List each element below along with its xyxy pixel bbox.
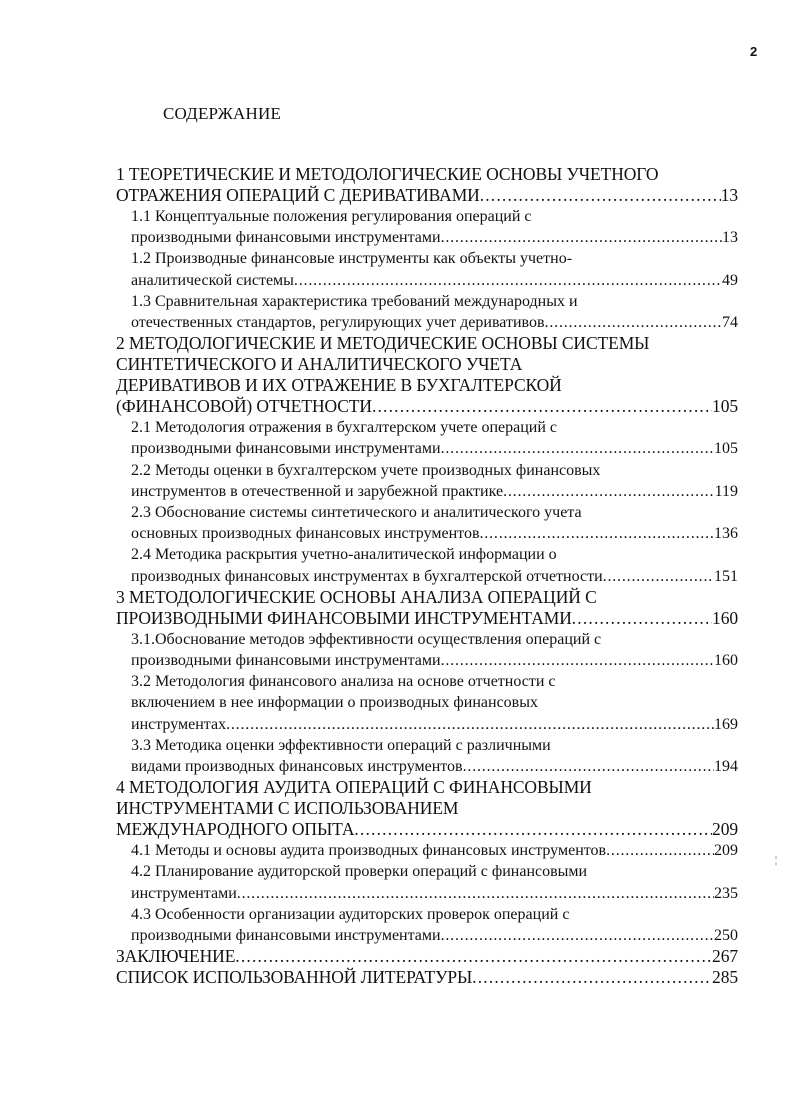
toc-entry-line: 2.2 Методы оценки в бухгалтерском учете производных финансовых — [131, 461, 601, 479]
toc-page-number: 250 — [714, 927, 738, 945]
toc-page-number: 49 — [722, 271, 738, 289]
toc-entry-line: 3.2 Методология финансового анализа на основе отчетности с — [131, 673, 556, 691]
toc-dot-leader — [354, 819, 712, 840]
toc-page-number: 136 — [714, 525, 738, 543]
toc-entry-last-line — [116, 185, 738, 206]
toc-entry-text: производных финансовых инструментах в бухгалтерской отчетности — [131, 567, 603, 585]
toc-entry-last-line — [131, 925, 738, 946]
toc-entry-last-line — [116, 608, 738, 629]
toc-entry-line: 2 МЕТОДОЛОГИЧЕСКИЕ И МЕТОДИЧЕСКИЕ ОСНОВЫ СИСТЕМЫ — [116, 333, 650, 354]
page-title: СОДЕРЖАНИЕ — [163, 104, 282, 123]
toc-dot-leader — [572, 608, 712, 629]
toc-section[interactable] — [116, 629, 738, 671]
toc-section[interactable] — [116, 735, 738, 777]
toc-section[interactable] — [116, 671, 738, 735]
toc-chapter[interactable] — [116, 946, 738, 967]
toc-page-number: 160 — [712, 607, 738, 628]
toc-entry-text: МЕЖДУНАРОДНОГО ОПЫТА — [116, 819, 355, 840]
toc-entry-text: производными финансовыми инструментами — [131, 652, 441, 670]
toc-section[interactable] — [116, 840, 738, 861]
toc-entry-text: основных производных финансовых инструментов — [131, 525, 480, 543]
toc-section[interactable] — [116, 206, 738, 248]
toc-entry-text: ЗАКЛЮЧЕНИЕ — [116, 946, 236, 967]
toc-chapter[interactable] — [116, 587, 738, 629]
page-number: 2 — [750, 44, 758, 59]
toc-entry-text: СПИСОК ИСПОЛЬЗОВАННОЙ ЛИТЕРАТУРЫ — [116, 967, 473, 988]
toc-chapter[interactable] — [116, 777, 738, 840]
toc-entry-last-line — [116, 967, 738, 988]
toc-entry-line: 4 МЕТОДОЛОГИЯ АУДИТА ОПЕРАЦИЙ С ФИНАНСОВЫМИ — [116, 777, 592, 798]
toc-entry-line: 2.4 Методика раскрытия учетно-аналитической информации о — [131, 546, 557, 564]
toc-page-number: 194 — [714, 758, 738, 776]
toc-entry-last-line — [131, 883, 738, 904]
toc-entry-last-line — [131, 523, 738, 544]
toc-entry-line: включением в нее информации о производных финансовых — [131, 694, 538, 712]
toc-entry-text: аналитической системы — [131, 271, 294, 289]
toc-entry-text: ПРОИЗВОДНЫМИ ФИНАНСОВЫМИ ИНСТРУМЕНТАМИ — [116, 607, 572, 628]
toc-entry-last-line — [116, 946, 738, 967]
toc-entry-line: 1.2 Производные финансовые инструменты как объекты учетно- — [131, 250, 573, 268]
toc-page-number: 160 — [714, 652, 738, 670]
toc-dot-leader — [480, 523, 715, 544]
toc-page-number: 119 — [714, 482, 738, 500]
toc-section[interactable] — [116, 502, 738, 544]
toc-entry-last-line — [131, 714, 738, 735]
toc-dot-leader — [603, 566, 714, 587]
toc-entry-text: инструментов в отечественной и зарубежной практике — [131, 482, 504, 500]
toc-dot-leader — [441, 650, 714, 671]
toc-entry-last-line — [131, 650, 738, 671]
toc-dot-leader — [235, 946, 712, 967]
toc-page-number: 105 — [714, 440, 738, 458]
toc-dot-leader — [441, 227, 722, 248]
toc-entry-text: 4.1 Методы и основы аудита производных финансовых инструментов — [131, 842, 607, 860]
toc-entry-line: 4.3 Особенности организации аудиторских проверок операций с — [131, 905, 570, 923]
toc-dot-leader — [480, 185, 721, 206]
toc-page-number: 209 — [712, 819, 738, 840]
toc-entry-last-line — [116, 819, 738, 840]
toc-entry-line: 1.3 Сравнительная характеристика требований международных и — [131, 292, 578, 310]
toc-section[interactable] — [116, 460, 738, 502]
toc-entry-last-line — [131, 312, 738, 333]
toc-entry-text: производными финансовыми инструментами — [131, 440, 441, 458]
toc-dot-leader — [226, 714, 714, 735]
toc-entry-line: 4.2 Планирование аудиторской проверки операций с финансовыми — [131, 863, 588, 881]
toc-dot-leader — [441, 925, 714, 946]
toc-entry-text: инструментах — [131, 715, 227, 733]
toc-entry-text: видами производных финансовых инструментов — [131, 758, 463, 776]
toc-section[interactable] — [116, 904, 738, 946]
toc-entry-line: 1.1 Концептуальные положения регулирования операций с — [131, 208, 532, 225]
toc-chapter[interactable] — [116, 164, 738, 206]
toc-section[interactable] — [116, 291, 738, 333]
toc-entry-line: 2.1 Методология отражения в бухгалтерском учете операций с — [131, 419, 557, 437]
margin-mark: ¦ — [775, 855, 778, 866]
table-of-contents — [116, 164, 738, 988]
toc-dot-leader — [472, 967, 712, 988]
toc-section[interactable] — [116, 544, 738, 586]
toc-entry-last-line — [131, 270, 738, 291]
toc-dot-leader — [294, 270, 722, 291]
toc-entry-last-line — [131, 481, 738, 502]
toc-page-number: 151 — [714, 567, 738, 585]
toc-dot-leader — [441, 438, 714, 459]
toc-entry-last-line — [116, 396, 738, 417]
toc-entry-text: инструментами — [131, 884, 237, 902]
toc-entry-last-line — [131, 756, 738, 777]
toc-entry-last-line — [131, 566, 738, 587]
toc-dot-leader — [545, 312, 722, 333]
toc-entry-text: ОТРАЖЕНИЯ ОПЕРАЦИЙ С ДЕРИВАТИВАМИ — [116, 185, 480, 205]
toc-entry-text: производными финансовыми инструментами — [131, 927, 441, 945]
toc-dot-leader — [237, 883, 714, 904]
toc-dot-leader — [606, 840, 714, 861]
toc-entry-last-line — [131, 840, 738, 861]
toc-page-number: 209 — [714, 842, 738, 860]
toc-section[interactable] — [116, 861, 738, 903]
toc-page-number: 13 — [722, 229, 738, 247]
toc-page-number: 105 — [712, 396, 738, 417]
toc-section[interactable] — [116, 417, 738, 459]
toc-entry-line: 3.3 Методика оценки эффективности операций с различными — [131, 736, 551, 754]
toc-entry-last-line — [131, 227, 738, 248]
toc-entry-line: 3.1.Обоснование методов эффективности осуществления операций с — [131, 630, 602, 648]
toc-entry-line: 1 ТЕОРЕТИЧЕСКИЕ И МЕТОДОЛОГИЧЕСКИЕ ОСНОВЫ УЧЕТНОГО — [116, 164, 659, 184]
toc-chapter[interactable] — [116, 967, 738, 988]
toc-entry-line: ДЕРИВАТИВОВ И ИХ ОТРАЖЕНИЕ В БУХГАЛТЕРСКОЙ — [116, 375, 562, 396]
toc-entry-text: производными финансовыми инструментами — [131, 229, 441, 247]
toc-section[interactable] — [116, 248, 738, 290]
toc-entry-line: СИНТЕТИЧЕСКОГО И АНАЛИТИЧЕСКОГО УЧЕТА — [116, 354, 523, 375]
toc-page-number: 235 — [714, 884, 738, 902]
toc-entry-line: 2.3 Обоснование системы синтетического и аналитического учета — [131, 504, 582, 522]
toc-chapter[interactable] — [116, 333, 738, 417]
toc-page-number: 169 — [714, 715, 738, 733]
toc-entry-line: 3 МЕТОДОЛОГИЧЕСКИЕ ОСНОВЫ АНАЛИЗА ОПЕРАЦИЙ С — [116, 586, 597, 607]
toc-page-number: 267 — [712, 946, 738, 967]
toc-entry-text: отечественных стандартов, регулирующих учет деривативов — [131, 314, 545, 332]
toc-page-number: 13 — [720, 185, 738, 205]
toc-dot-leader — [372, 396, 712, 417]
toc-dot-leader — [503, 481, 715, 502]
toc-page-number: 285 — [712, 967, 738, 988]
toc-entry-line: ИНСТРУМЕНТАМИ С ИСПОЛЬЗОВАНИЕМ — [116, 798, 459, 819]
toc-page-number: 74 — [722, 314, 738, 332]
toc-entry-text: (ФИНАНСОВОЙ) ОТЧЕТНОСТИ — [116, 396, 372, 417]
toc-entry-last-line — [131, 438, 738, 459]
toc-dot-leader — [463, 756, 714, 777]
